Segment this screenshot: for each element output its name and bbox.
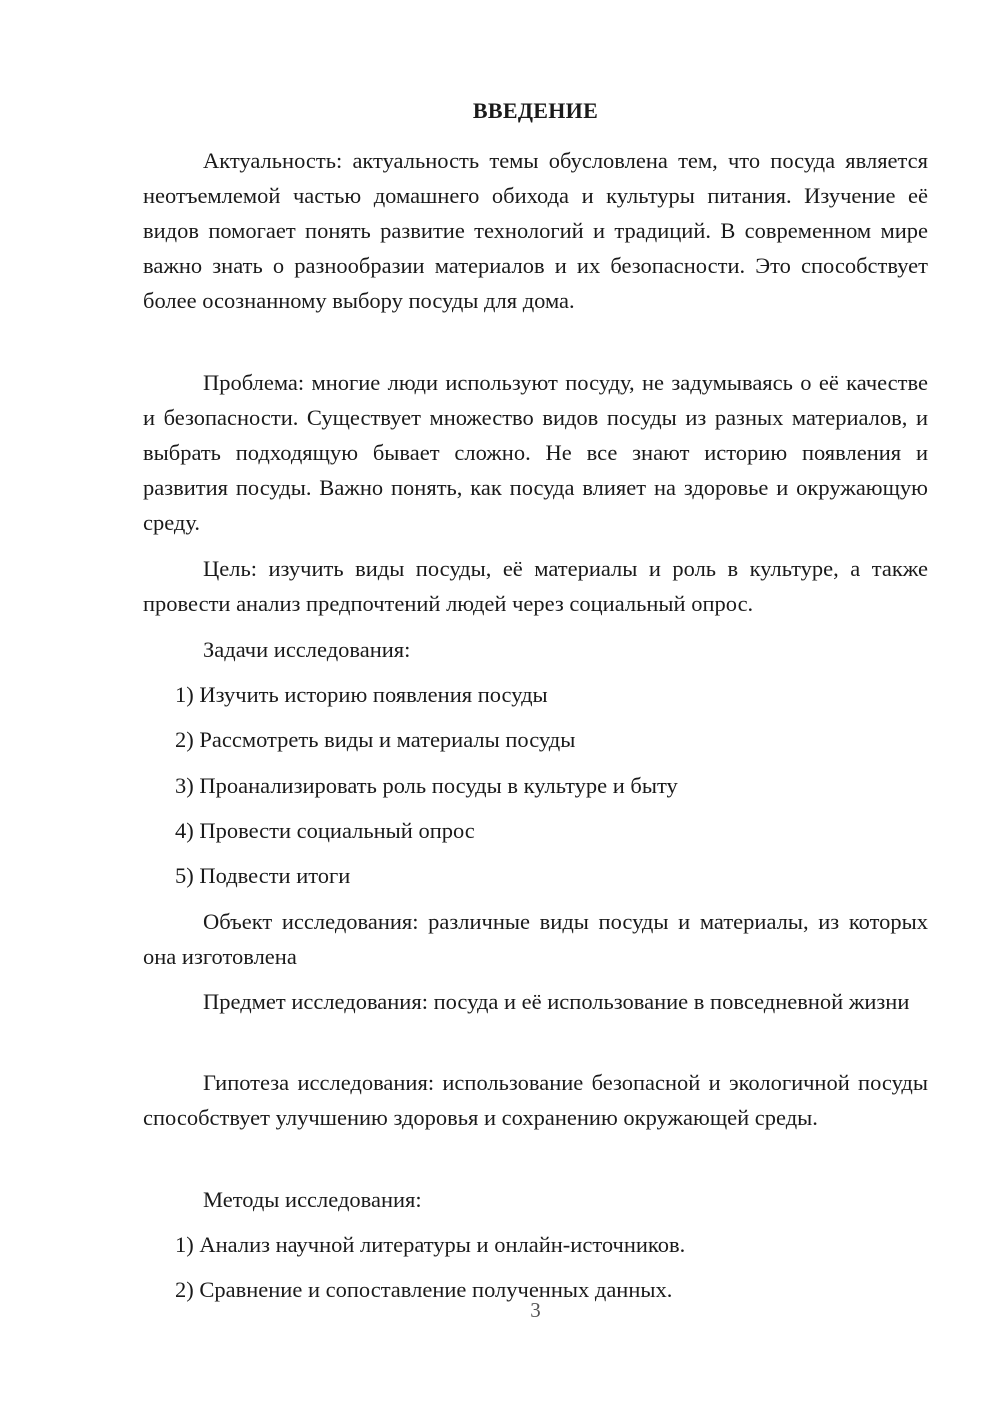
task-item: 4) Провести социальный опрос xyxy=(175,818,475,843)
goal-paragraph: Цель: изучить виды посуды, её материалы и роль в культуре, а также провести анализ предпочтений людей через социальный опрос. xyxy=(143,556,928,616)
task-item: 3) Проанализировать роль посуды в культуре и быту xyxy=(175,773,678,798)
document-page xyxy=(143,0,928,1414)
hypothesis-paragraph: Гипотеза исследования: использование безопасной и экологичной посуды способствует улучшению здоровья и сохранению окружающей среды. xyxy=(143,1070,928,1130)
tasks-title: Задачи исследования: xyxy=(203,637,411,662)
methods-title: Методы исследования: xyxy=(203,1187,422,1212)
task-item: 5) Подвести итоги xyxy=(175,863,351,888)
section-heading: ВВЕДЕНИЕ xyxy=(472,98,599,123)
subject-paragraph: Предмет исследования: посуда и её использование в повседневной жизни xyxy=(203,989,910,1014)
page-number: 3 xyxy=(530,1298,541,1322)
task-item: 1) Изучить историю появления посуды xyxy=(175,682,548,707)
method-item: 1) Анализ научной литературы и онлайн-источников. xyxy=(175,1232,686,1257)
relevance-paragraph: Актуальность: актуальность темы обусловлена тем, что посуда является неотъемлемой частью домашнего обихода и культуры питания. Изучение её видов помогает понять развитие технологий и традиций. В современном мире важно знать о разнообразии материалов и их безопасности. Это способствует более осознанному выбору посуды для дома. xyxy=(143,148,928,313)
problem-paragraph: Проблема: многие люди используют посуду, не задумываясь о её качестве и безопасности. Существует множество видов посуды из разных материалов, и выбрать подходящую бывает сложно. Не все знают историю появления и развития посуды. Важно понять, как посуда влияет на здоровье и окружающую среду. xyxy=(143,370,928,535)
task-item: 2) Рассмотреть виды и материалы посуды xyxy=(175,727,576,752)
object-paragraph: Объект исследования: различные виды посуды и материалы, из которых она изготовлена xyxy=(143,909,928,969)
method-item: 2) Сравнение и сопоставление полученных данных. xyxy=(175,1277,673,1302)
